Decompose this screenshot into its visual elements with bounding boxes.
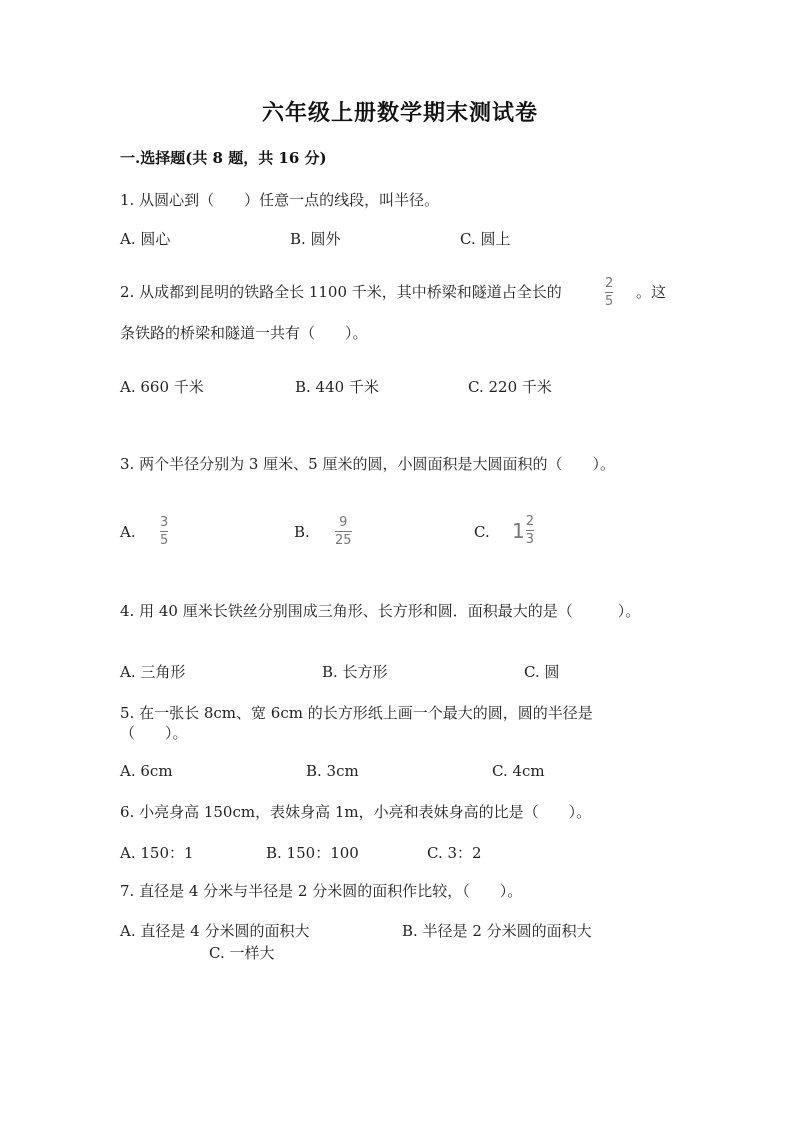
q3-b-denominator: 25	[335, 533, 352, 548]
fraction-bar	[160, 531, 168, 532]
q7-option-b: B. 半径是 2 分米圆的面积大	[402, 922, 592, 940]
fraction-bar	[335, 531, 352, 532]
question-7: 7. 直径是 4 分米与半径是 2 分米圆的面积作比较，（ ）。	[120, 882, 523, 900]
question-1: 1. 从圆心到（ ）任意一点的线段，叫半径。	[120, 191, 440, 209]
q3-a-denominator: 5	[160, 533, 169, 548]
q7-option-a: A. 直径是 4 分米圆的面积大	[120, 922, 310, 940]
fraction-bar	[526, 530, 534, 531]
fraction-bar	[605, 292, 613, 293]
q5-option-c: C. 4cm	[492, 762, 545, 780]
q3-a-numerator: 3	[160, 515, 169, 530]
q3-option-a-label: A.	[120, 523, 136, 541]
q7-option-c: C. 一样大	[209, 944, 275, 962]
q2-option-a: A. 660 千米	[120, 378, 204, 396]
q4-option-b: B. 长方形	[322, 663, 388, 681]
question-4: 4. 用 40 厘米长铁丝分别围成三角形、长方形和圆．面积最大的是（ ）。	[120, 602, 641, 620]
q3-option-c-mixed-number	[512, 515, 534, 546]
q6-option-c: C. 3：2	[427, 844, 482, 862]
q5-option-b: B. 3cm	[306, 762, 359, 780]
q1-option-b: B. 圆外	[290, 230, 341, 248]
q6-option-a: A. 150：1	[120, 844, 194, 862]
question-2-line-2: 条铁路的桥梁和隧道一共有（ ）。	[120, 324, 368, 342]
q3-option-c-label: C.	[474, 523, 490, 541]
q3-c-denominator: 3	[525, 532, 535, 547]
section-heading: 一.选择题(共 8 题，共 16 分)	[120, 149, 327, 167]
question-6: 6. 小亮身高 150cm，表妹身高 1m，小亮和表妹身高的比是（ ）。	[120, 803, 592, 821]
q2-fraction	[605, 277, 613, 308]
q3-option-a-fraction	[160, 516, 168, 547]
q3-b-numerator: 9	[339, 515, 348, 530]
question-5-line-1: 5. 在一张长 8cm、宽 6cm 的长方形纸上画一个最大的圆，圆的半径是	[120, 704, 593, 722]
q3-c-whole: 1	[512, 518, 525, 543]
q4-option-a: A. 三角形	[120, 663, 186, 681]
q2-fraction-numerator: 2	[605, 276, 614, 291]
q3-option-b-label: B.	[294, 523, 310, 541]
q3-c-fraction	[526, 515, 534, 546]
q1-option-a: A. 圆心	[120, 230, 171, 248]
question-3: 3. 两个半径分别为 3 厘米、5 厘米的圆，小圆面积是大圆面积的（ ）。	[120, 455, 615, 473]
q3-option-b-fraction	[335, 516, 352, 547]
question-2-line-1-tail: 。这	[636, 283, 667, 301]
q2-option-b: B. 440 千米	[295, 378, 379, 396]
q2-option-c: C. 220 千米	[468, 378, 552, 396]
q3-c-numerator: 2	[525, 514, 535, 529]
question-5-line-2: （ ）。	[120, 724, 188, 742]
q1-option-c: C. 圆上	[460, 230, 511, 248]
q4-option-c: C. 圆	[524, 663, 560, 681]
q6-option-b: B. 150：100	[266, 844, 359, 862]
page-title: 六年级上册数学期末测试卷	[261, 100, 538, 126]
question-2-line-1: 2. 从成都到昆明的铁路全长 1100 千米，其中桥梁和隧道占全长的	[120, 283, 562, 301]
q5-option-a: A. 6cm	[120, 762, 173, 780]
q2-fraction-denominator: 5	[605, 294, 614, 309]
